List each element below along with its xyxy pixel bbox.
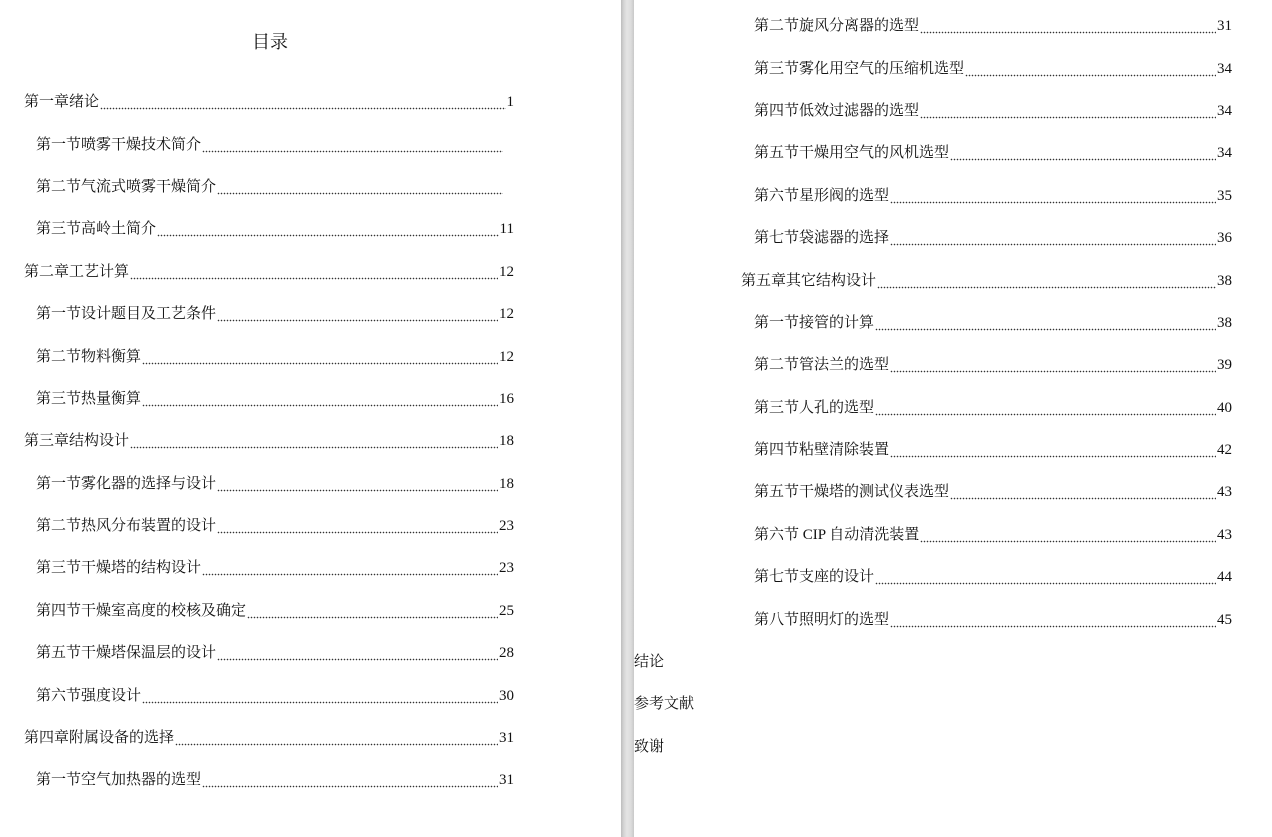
toc-dot-leader — [877, 277, 1216, 289]
toc-entry[interactable] — [0, 123, 540, 165]
toc-page-number: 12 — [499, 263, 514, 280]
toc-dot-leader — [247, 607, 498, 619]
toc-page-number: 38 — [1217, 314, 1232, 331]
toc-entry-label: 第六节 CIP 自动清洗装置 — [754, 526, 920, 543]
toc-dot-leader — [157, 225, 499, 237]
toc-entry-label: 参考文献 — [634, 696, 695, 713]
toc-entry[interactable] — [634, 387, 1272, 429]
toc-page-number: 36 — [1217, 230, 1232, 247]
toc-dot-leader — [217, 310, 498, 322]
toc-entry-label: 第三节人孔的选型 — [754, 399, 875, 416]
toc-page-number: 43 — [1217, 526, 1232, 543]
toc-page-number: 31 — [499, 772, 514, 789]
toc-entry[interactable] — [634, 5, 1272, 47]
toc-page-number: 23 — [499, 518, 514, 535]
toc-page-number: 11 — [499, 221, 514, 238]
toc-entry[interactable] — [634, 726, 1272, 768]
toc-entry[interactable] — [634, 471, 1272, 513]
toc-page-number: 28 — [499, 645, 514, 662]
toc-dot-leader — [202, 141, 503, 153]
toc-entry-label: 第二节旋风分离器的选型 — [754, 18, 920, 35]
toc-entry[interactable] — [0, 759, 540, 801]
toc-dot-leader — [202, 776, 498, 788]
toc-dot-leader — [875, 573, 1216, 585]
toc-dot-leader — [142, 395, 498, 407]
toc-page-number: 34 — [1217, 102, 1232, 119]
toc-entry[interactable] — [0, 590, 540, 632]
toc-entry[interactable] — [0, 293, 540, 335]
toc-page-number: 38 — [1217, 272, 1232, 289]
toc-entry[interactable] — [634, 302, 1272, 344]
toc-entry-label: 结论 — [634, 654, 665, 671]
toc-entry-label: 第八节照明灯的选型 — [754, 611, 890, 628]
toc-dot-leader — [217, 480, 498, 492]
toc-entry[interactable] — [0, 674, 540, 716]
toc-dot-leader — [875, 404, 1216, 416]
toc-entry[interactable] — [0, 251, 540, 293]
toc-entry-label: 第四章附属设备的选择 — [24, 730, 175, 747]
toc-entry[interactable] — [634, 259, 1272, 301]
toc-entry-label: 第五章其它结构设计 — [741, 272, 877, 289]
toc-dot-leader — [950, 488, 1216, 500]
toc-page-number: 18 — [499, 433, 514, 450]
toc-entry-label: 第二节气流式喷雾干燥简介 — [36, 178, 217, 195]
toc-page-right — [634, 0, 1272, 837]
toc-dot-leader — [920, 531, 1216, 543]
toc-entry[interactable] — [634, 217, 1272, 259]
toc-entry-label: 第一章绪论 — [24, 94, 100, 111]
toc-title: 目录 — [252, 32, 288, 53]
toc-page-number: 16 — [499, 390, 514, 407]
toc-page-number: 18 — [499, 475, 514, 492]
toc-dot-leader — [142, 353, 498, 365]
toc-page-number: 43 — [1217, 484, 1232, 501]
toc-entry[interactable] — [634, 683, 1272, 725]
toc-entry-label: 第五节干燥用空气的风机选型 — [754, 145, 950, 162]
toc-dot-leader — [950, 149, 1216, 161]
toc-entry-label: 第二节管法兰的选型 — [754, 357, 890, 374]
toc-entry-label: 第六节星形阀的选型 — [754, 187, 890, 204]
toc-entry-label: 第七节支座的设计 — [754, 569, 875, 586]
toc-dot-leader — [875, 319, 1216, 331]
toc-entry[interactable] — [634, 175, 1272, 217]
toc-entry[interactable] — [634, 132, 1272, 174]
toc-entry[interactable] — [634, 514, 1272, 556]
toc-entry[interactable] — [0, 335, 540, 377]
toc-entry-label: 第三节干燥塔的结构设计 — [36, 560, 202, 577]
toc-dot-leader — [175, 734, 498, 746]
toc-dot-leader — [130, 268, 498, 280]
toc-entry[interactable] — [0, 632, 540, 674]
toc-page-number: 1 — [506, 94, 514, 111]
toc-dot-leader — [890, 361, 1216, 373]
toc-dot-leader — [920, 22, 1216, 34]
toc-page-number: 25 — [499, 602, 514, 619]
toc-entry[interactable] — [634, 344, 1272, 386]
toc-dot-leader — [142, 692, 498, 704]
toc-page-number: 34 — [1217, 145, 1232, 162]
toc-entry[interactable] — [634, 90, 1272, 132]
toc-page-number: 44 — [1217, 569, 1232, 586]
toc-page-number: 34 — [1217, 60, 1232, 77]
toc-list-right — [634, 5, 1272, 768]
toc-entry-label: 第一节空气加热器的选型 — [36, 772, 202, 789]
toc-page-number: 40 — [1217, 399, 1232, 416]
toc-entry-label: 第三节热量衡算 — [36, 390, 142, 407]
toc-entry-label: 第五节干燥塔保温层的设计 — [36, 645, 217, 662]
toc-entry[interactable] — [634, 429, 1272, 471]
toc-entry[interactable] — [634, 47, 1272, 89]
toc-entry[interactable] — [634, 598, 1272, 640]
toc-entry-label: 第三节雾化用空气的压缩机选型 — [754, 60, 965, 77]
toc-page-number: 45 — [1217, 611, 1232, 628]
toc-entry[interactable] — [634, 556, 1272, 598]
toc-entry-label: 第一节接管的计算 — [754, 314, 875, 331]
toc-entry[interactable] — [0, 463, 540, 505]
toc-page-number: 39 — [1217, 357, 1232, 374]
toc-page-number: 12 — [499, 348, 514, 365]
toc-entry[interactable] — [0, 717, 540, 759]
toc-dot-leader — [890, 234, 1216, 246]
toc-entry-label: 致谢 — [634, 738, 665, 755]
toc-entry-label: 第四节干燥室高度的校核及确定 — [36, 602, 247, 619]
toc-page-left — [0, 0, 621, 837]
toc-dot-leader — [217, 649, 498, 661]
toc-dot-leader — [890, 616, 1216, 628]
toc-entry-label: 第一节喷雾干燥技术简介 — [36, 136, 202, 153]
toc-dot-leader — [202, 564, 498, 576]
toc-entry[interactable] — [0, 166, 540, 208]
toc-dot-leader — [965, 65, 1216, 77]
toc-page-number: 23 — [499, 560, 514, 577]
toc-dot-leader — [217, 183, 503, 195]
toc-dot-leader — [920, 107, 1216, 119]
toc-entry-label: 第五节干燥塔的测试仪表选型 — [754, 484, 950, 501]
toc-entry[interactable] — [0, 420, 540, 462]
toc-dot-leader — [130, 437, 498, 449]
toc-entry-label: 第二节物料衡算 — [36, 348, 142, 365]
toc-page-number: 30 — [499, 687, 514, 704]
toc-page-number: 35 — [1217, 187, 1232, 204]
toc-page-number: 31 — [1217, 18, 1232, 35]
toc-entry[interactable] — [0, 378, 540, 420]
toc-entry-label: 第四节低效过滤器的选型 — [754, 102, 920, 119]
toc-entry[interactable] — [0, 505, 540, 547]
toc-entry-label: 第三章结构设计 — [24, 433, 130, 450]
toc-dot-leader — [217, 522, 498, 534]
toc-entry-label: 第一节雾化器的选择与设计 — [36, 475, 217, 492]
toc-entry-label: 第七节袋滤器的选择 — [754, 230, 890, 247]
toc-entry[interactable] — [634, 641, 1272, 683]
toc-dot-leader — [890, 446, 1216, 458]
page-divider — [621, 0, 634, 837]
toc-page-number: 12 — [499, 306, 514, 323]
toc-list-left — [0, 81, 540, 802]
toc-entry[interactable] — [0, 81, 540, 123]
toc-dot-leader — [100, 98, 505, 110]
toc-page-number: 31 — [499, 730, 514, 747]
toc-entry[interactable] — [0, 208, 540, 250]
toc-dot-leader — [890, 192, 1216, 204]
toc-entry[interactable] — [0, 547, 540, 589]
toc-entry-label: 第二章工艺计算 — [24, 263, 130, 280]
toc-entry-label: 第六节强度设计 — [36, 687, 142, 704]
toc-entry-label: 第四节粘壁清除装置 — [754, 442, 890, 459]
toc-entry-label: 第一节设计题目及工艺条件 — [36, 306, 217, 323]
toc-page-number: 42 — [1217, 442, 1232, 459]
toc-entry-label: 第三节高岭土简介 — [36, 221, 157, 238]
toc-entry-label: 第二节热风分布装置的设计 — [36, 518, 217, 535]
